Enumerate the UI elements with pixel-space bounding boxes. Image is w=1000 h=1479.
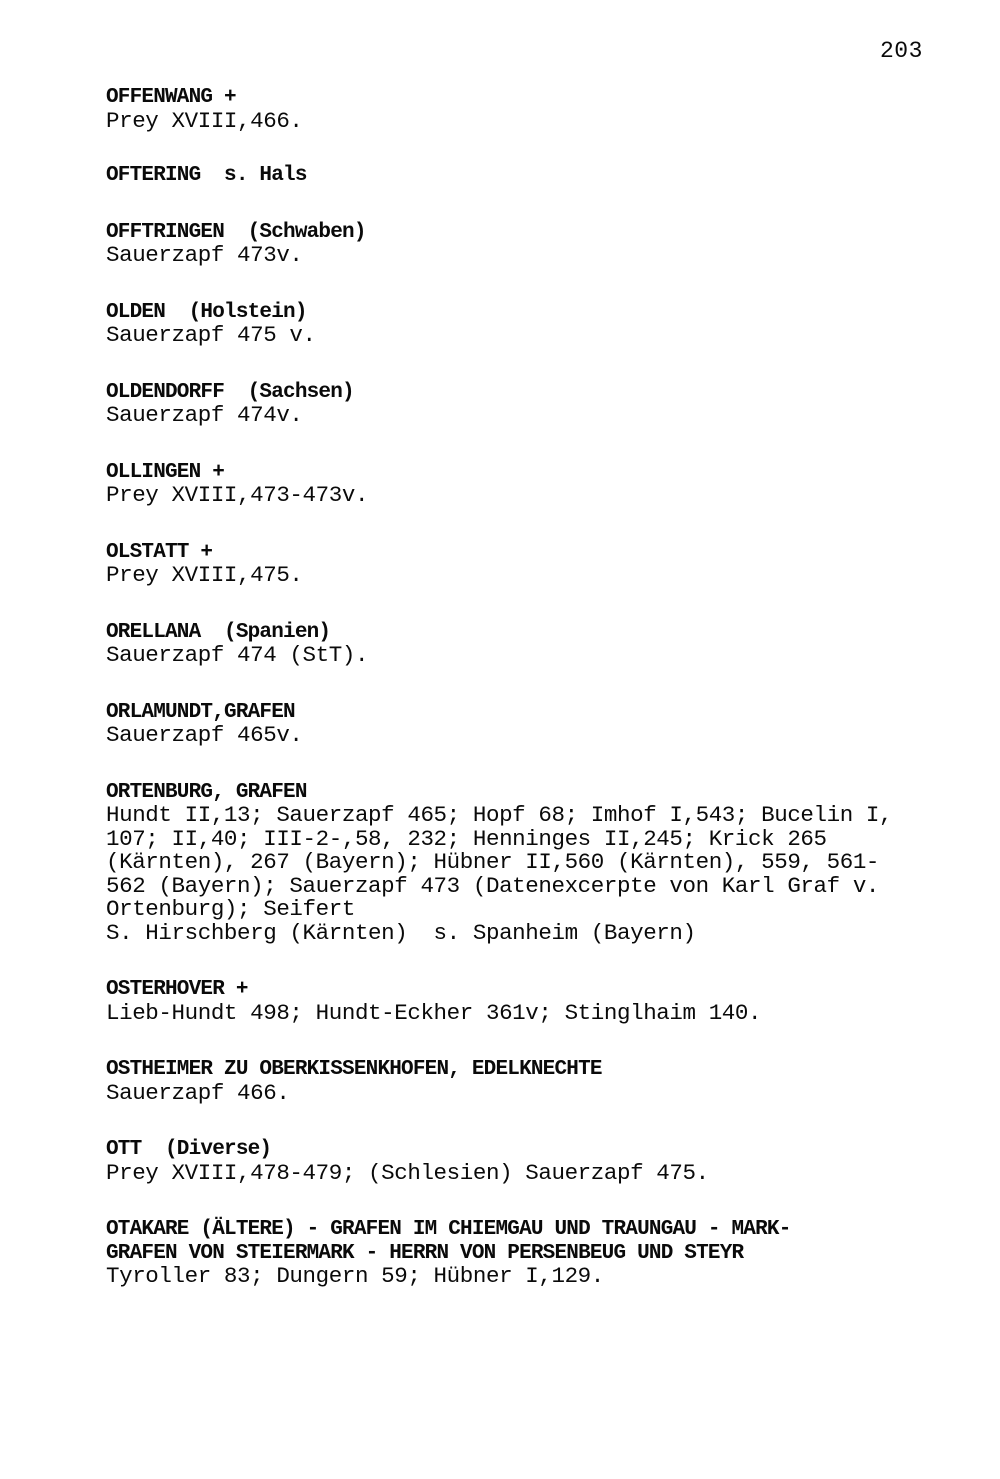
- entry-reference: Prey XVIII,473-473v.: [106, 482, 369, 508]
- entry-cross-reference: S. Hirschberg (Kärnten) s. Spanheim (Bayern): [106, 919, 696, 946]
- page-number: 203: [880, 38, 923, 64]
- entry-reference: Prey XVIII,466.: [106, 107, 303, 134]
- entry-heading: ORTENBURG, GRAFEN: [106, 780, 307, 804]
- entry-heading: OSTHEIMER ZU OBERKISSENKHOFEN, EDELKNECHTE: [106, 1058, 602, 1081]
- entry-reference: Prey XVIII,478-479; (Schlesien) Sauerzapf 475.: [106, 1159, 709, 1186]
- entry-heading: OTT (Diverse): [106, 1138, 272, 1161]
- entry-reference: Lieb-Hundt 498; Hundt-Eckher 361v; Stinglhaim 140.: [106, 999, 762, 1026]
- entry-reference: Ortenburg); Seifert: [106, 896, 355, 922]
- entry-reference: Sauerzapf 465v.: [106, 722, 303, 748]
- entry-reference: Prey XVIII,475.: [106, 562, 303, 588]
- entry-offtringen: [106, 221, 966, 268]
- entry-reference: Sauerzapf 466.: [106, 1079, 290, 1106]
- register-entries: [106, 86, 966, 1289]
- entry-otakare: [106, 1218, 966, 1289]
- entry-reference: (Kärnten), 267 (Bayern); Hübner II,560 (Kärnten), 559, 561-: [106, 849, 880, 875]
- entry-heading: OLSTATT +: [106, 540, 213, 564]
- entry-ortenburg: [106, 781, 966, 946]
- entry-heading: OTAKARE (ÄLTERE) - GRAFEN IM CHIEMGAU UND TRAUNGAU - MARK-: [106, 1218, 791, 1241]
- entry-olden: [106, 301, 966, 348]
- entry-ostheimer: [106, 1058, 966, 1105]
- entry-oftering: [106, 164, 966, 188]
- entry-reference: Sauerzapf 475 v.: [106, 322, 316, 348]
- entry-reference: Sauerzapf 473v.: [106, 242, 303, 268]
- entry-ollingen: [106, 461, 966, 508]
- entry-orellana: [106, 621, 966, 668]
- entry-heading: OFFTRINGEN (Schwaben): [106, 220, 366, 244]
- entry-reference: Hundt II,13; Sauerzapf 465; Hopf 68; Imhof I,543; Bucelin I,: [106, 802, 893, 828]
- entry-oldendorff: [106, 381, 966, 428]
- entry-olstatt: [106, 541, 966, 588]
- entry-orlamundt: [106, 701, 966, 748]
- entry-reference: 562 (Bayern); Sauerzapf 473 (Datenexcerpte von Karl Graf v.: [106, 872, 880, 899]
- entry-reference: 107; II,40; III-2-,58, 232; Henninges II,245; Krick 265: [106, 825, 827, 852]
- entry-ott: [106, 1138, 966, 1185]
- entry-heading: ORELLANA (Spanien): [106, 620, 331, 644]
- entry-heading-continued: GRAFEN VON STEIERMARK - HERRN VON PERSENBEUG UND STEYR: [106, 1241, 744, 1265]
- entry-heading: OLDENDORFF (Sachsen): [106, 380, 354, 404]
- entry-reference: Sauerzapf 474 (StT).: [106, 642, 369, 668]
- entry-heading: OLLINGEN +: [106, 460, 225, 484]
- entry-reference: Tyroller 83; Dungern 59; Hübner I,129.: [106, 1263, 604, 1289]
- entry-heading: OLDEN (Holstein): [106, 300, 307, 324]
- entry-osterhover: [106, 978, 966, 1025]
- entry-heading: ORLAMUNDT,GRAFEN: [106, 700, 295, 724]
- entry-reference: Sauerzapf 474v.: [106, 402, 303, 428]
- entry-heading: OFTERING s. Hals: [106, 164, 307, 187]
- entry-offenwang: [106, 86, 966, 133]
- entry-heading: OFFENWANG +: [106, 86, 236, 109]
- entry-heading: OSTERHOVER +: [106, 978, 248, 1001]
